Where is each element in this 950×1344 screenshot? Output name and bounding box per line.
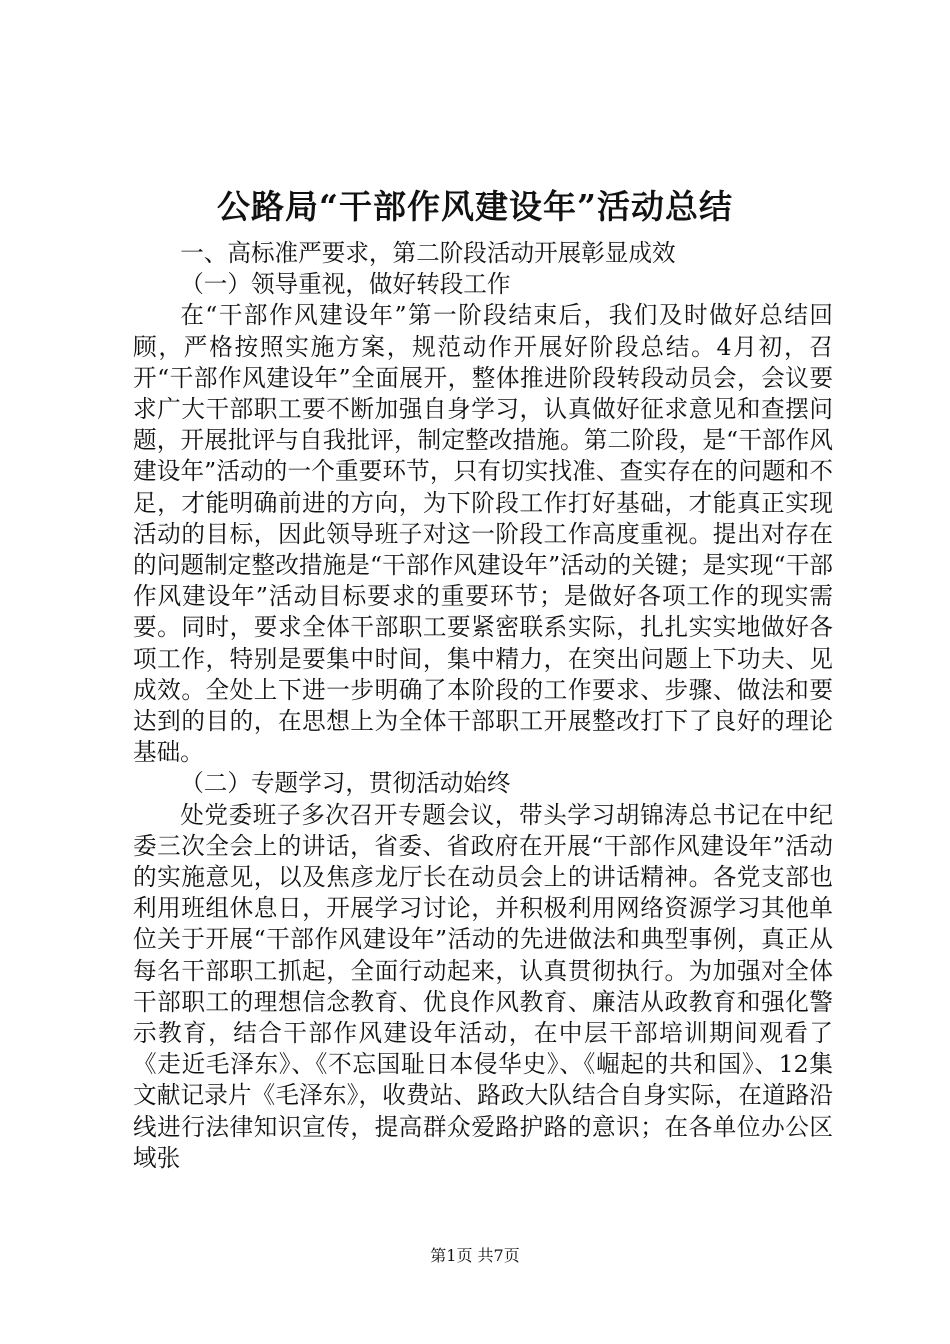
section-1-heading: 一、高标准严要求，第二阶段活动开展彰显成效 bbox=[180, 239, 676, 267]
page-number-footer: 第1页 共7页 bbox=[430, 1246, 520, 1265]
document-body bbox=[133, 238, 833, 1174]
paragraph-1: 在“干部作风建设年”第一阶段结束后，我们及时做好总结回顾，严格按照实施方案，规范动作开展好阶段总结。4月初，召开“干部作风建设年”全面展开，整体推进阶段转段动员会，会议要求广大干部职工要不断加强自身学习，认真做好征求意见和查摆问题，开展批评与自我批评，制定整改措施。第二阶段，是“干部作风建设年”活动的一个重要环节，只有切实找准、查实存在的问题和不足，才能明确前进的方向，为下阶段工作打好基础，才能真正实现活动的目标，因此领导班子对这一阶段工作高度重视。提出对存在的问题制定整改措施是“干部作风建设年”活动的关键；是实现“干部作风建设年”活动目标要求的重要环节；是做好各项工作的现实需要。同时，要求全体干部职工要紧密联系实际，扎扎实实地做好各项工作，特别是要集中时间，集中精力，在突出问题上下功夫、见成效。全处上下进一步明确了本阶段的工作要求、步骤、做法和要达到的目的，在思想上为全体干部职工开展整改打下了良好的理论基础。 bbox=[133, 301, 833, 767]
paragraph-2: 处党委班子多次召开专题会议，带头学习胡锦涛总书记在中纪委三次全会上的讲话，省委、省政府在开展“干部作风建设年”活动的实施意见，以及焦彦龙厅长在动员会上的讲话精神。各党支部也利用班组休息日，开展学习讨论，并积极利用网络资源学习其他单位关于开展“干部作风建设年”活动的先进做法和典型事例，真正从每名干部职工抓起，全面行动起来，认真贯彻执行。为加强对全体干部职工的理想信念教育、优良作风教育、廉洁从政教育和强化警示教育，结合干部作风建设年活动，在中层干部培训期间观看了《走近毛泽东》、《不忘国耻日本侵华史》、《崛起的共和国》、12集文献记录片《毛泽东》，收费站、路政大队结合自身实际，在道路沿线进行法律知识宣传，提高群众爱路护路的意识；在各单位办公区域张 bbox=[133, 800, 833, 1172]
document-title: 公路局“干部作风建设年”活动总结 bbox=[217, 187, 733, 226]
subsection-1-heading: （一）领导重视，做好转段工作 bbox=[180, 270, 511, 299]
subsection-2-heading: （二）专题学习，贯彻活动始终 bbox=[180, 769, 511, 798]
